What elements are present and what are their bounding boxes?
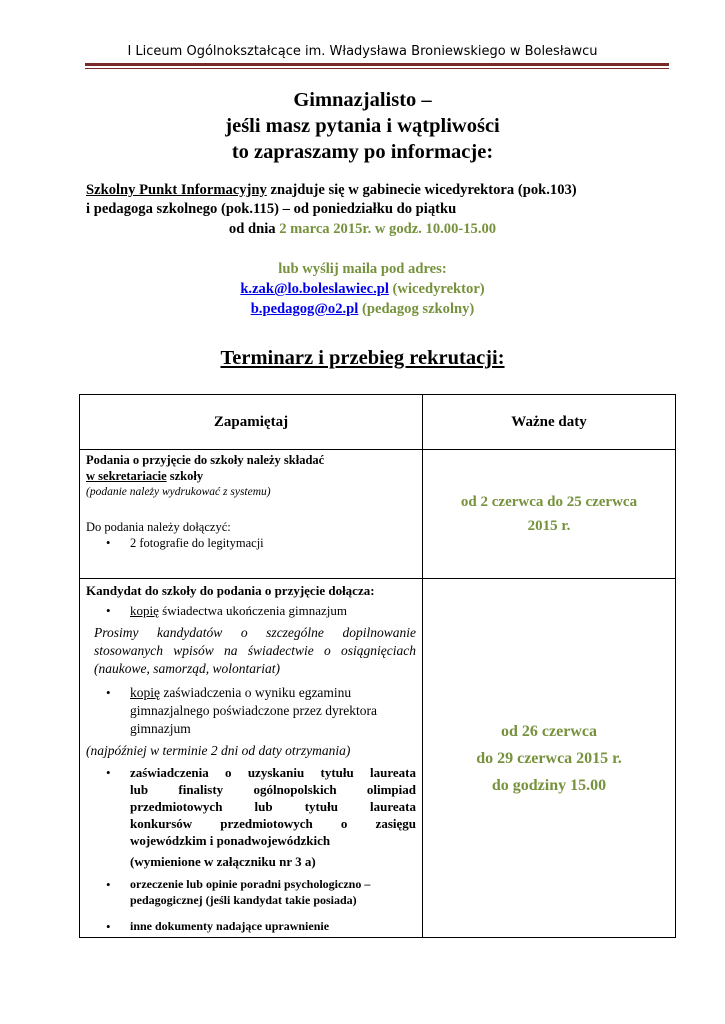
info-line-2: i pedagoga szkolnego (pok.115) – od poniedziałku do piątku	[86, 201, 457, 217]
table-row	[80, 579, 676, 938]
info-line-1: Szkolny Punkt Informacyjny znajduje się w gabinecie wicedyrektora (pok.103)	[86, 182, 577, 198]
info-point-name: Szkolny Punkt Informacyjny	[86, 182, 267, 198]
table-row	[80, 450, 676, 579]
row2-content: Kandydat do szkoły do podania o przyjęcie dołącza: • kopię świadectwa ukończenia gimnazjum Prosimy kandydatów o szczególne dopilnowanie stosowanych wpisów na świadectwie o osiągnięciach (naukowe, samorząd, wolontariat) • kopię zaświadczenia o wyniku egzaminu gimnazjalnego poświadczone przez dyrektora gimnazjum (najpóźniej w terminie 2 dni od daty otrzymania) • zaświadczenia o uzyskaniu tytułu laureata lub finalisty ogólnopolskich olimpiad przedmiotowych lub tytułu laureata konkursów przedmiotowych o zasięgu wojewódzkim i ponadwojewódzkich (wymienione w załączniku nr 3 a) • orzeczenie lub opinie poradni psychologiczno – pedagogicznej (jeśli kandydat takie posiada) • inne dokumenty nadające uprawnienie	[80, 579, 423, 938]
title-line-1: Gimnazjalisto –	[293, 89, 432, 111]
title-line-3: to zapraszamy po informacje:	[231, 141, 494, 163]
col-header-remember: Zapamiętaj	[80, 395, 423, 450]
row1-date: od 2 czerwca do 25 czerwca 2015 r.	[423, 450, 676, 579]
bullet-icon: •	[106, 536, 111, 550]
row2-date: od 26 czerwca do 29 czerwca 2015 r. do godziny 15.00	[423, 579, 676, 938]
row1-content: Podania o przyjęcie do szkoły należy składać w sekretariacie szkoły (podanie należy wydrukować z systemu) Do podania należy dołączyć: • 2 fotografie do legitymacji	[80, 450, 423, 579]
bullet-icon: •	[106, 765, 111, 780]
deadline-note: (najpóźniej w terminie 2 dni od daty otrzymania)	[86, 743, 351, 758]
email-link-vice-director[interactable]: k.zak@lo.boleslawiec.pl	[240, 281, 389, 297]
header-rule-thick	[85, 63, 669, 66]
bullet-icon: •	[106, 919, 111, 934]
section-title: Terminarz i przebieg rekrutacji:	[220, 347, 505, 369]
email-line-2: b.pedagog@o2.pl (pedagog szkolny)	[250, 301, 475, 317]
recruitment-table	[79, 394, 676, 938]
bullet-icon: •	[106, 603, 111, 618]
info-line-3: od dnia 2 marca 2015r. w godz. 10.00-15.00	[228, 221, 497, 237]
email-line-1: k.zak@lo.boleslawiec.pl (wicedyrektor)	[240, 281, 485, 297]
mail-intro: lub wyślij maila pod adres:	[278, 261, 447, 277]
table-header-row	[80, 395, 676, 450]
page-header: I Liceum Ogólnokształcące im. Władysława Broniewskiego w Bolesławcu	[127, 44, 598, 59]
email-link-pedagog[interactable]: b.pedagog@o2.pl	[250, 301, 359, 317]
bullet-icon: •	[106, 685, 111, 700]
header-rule-thin	[85, 68, 669, 69]
title-line-2: jeśli masz pytania i wątpliwości	[225, 115, 500, 137]
info-date: 2 marca 2015r. w godz. 10.00-15.00	[279, 221, 497, 237]
bullet-icon: •	[106, 877, 111, 892]
col-header-dates: Ważne daty	[423, 395, 676, 450]
